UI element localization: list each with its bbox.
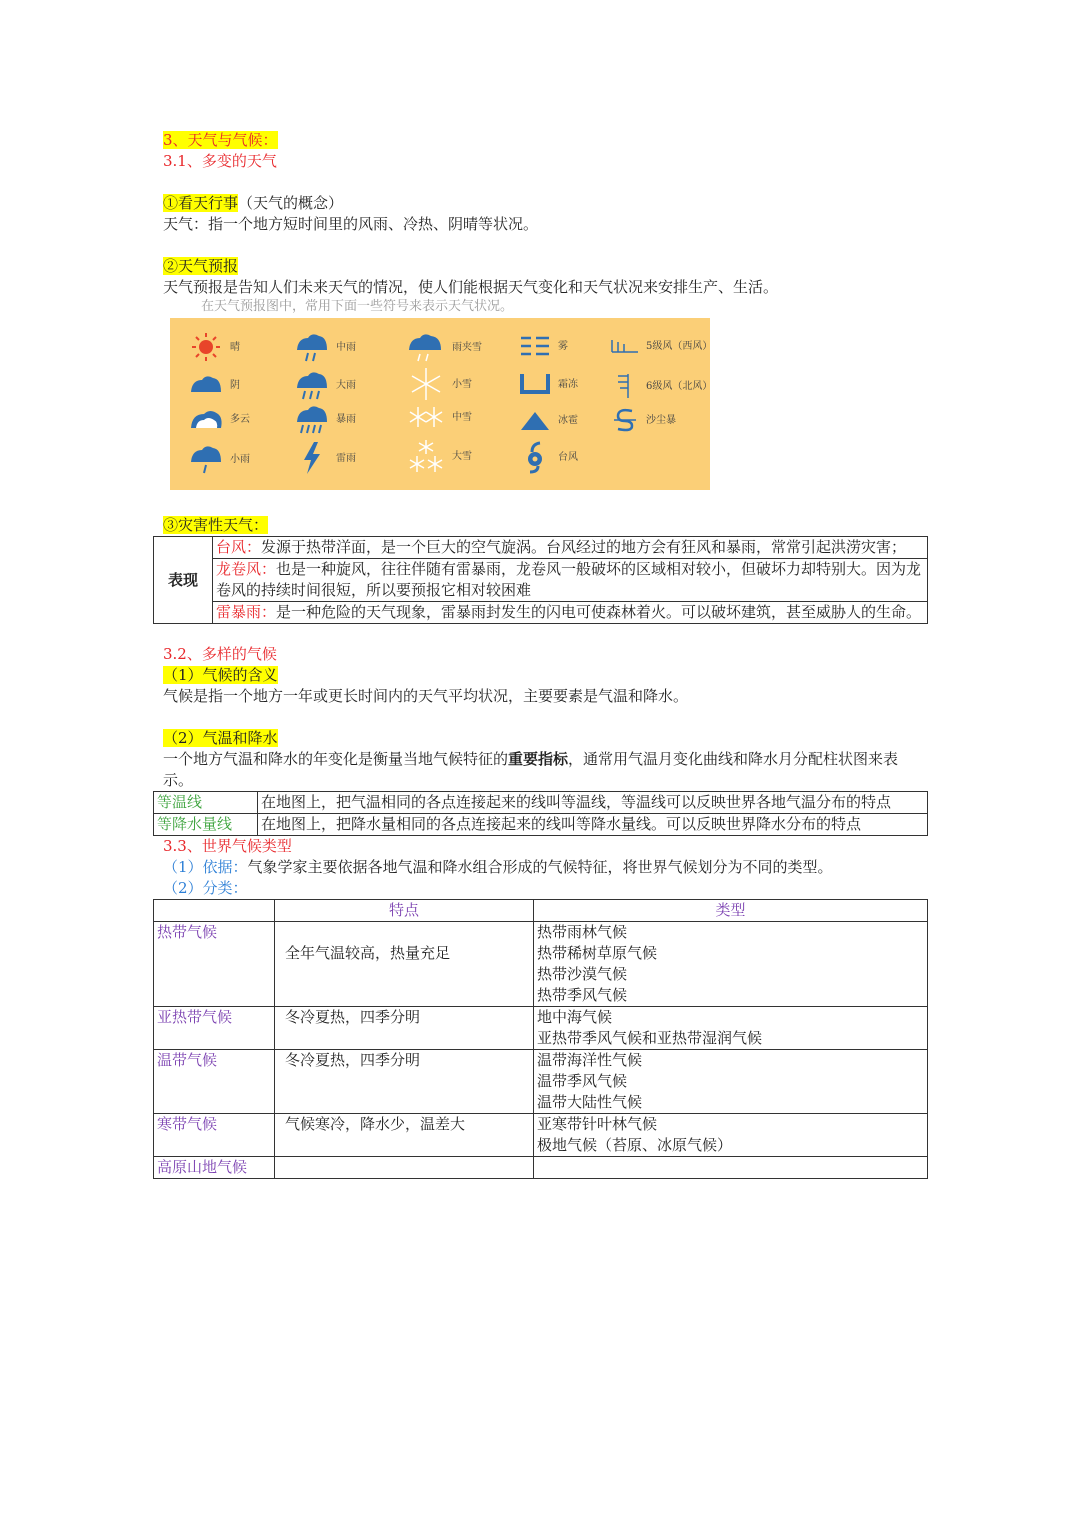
climate-meaning-text: 气候是指一个地方一年或更长时间内的天气平均状况，主要要素是气温和降水。 — [163, 687, 689, 705]
legend-cloudy: 多云 — [188, 404, 250, 434]
legend-caption: 在天气预报图中，常用下面一些符号来表示天气状况。 — [201, 299, 514, 314]
climate-types: 地中海气候 亚热带季风气候和亚热带湿润气候 — [534, 1007, 928, 1050]
legend-frost: 霜冻 — [518, 370, 578, 398]
tornado-cell: 龙卷风：也是一种旋风，往往伴随有雷暴雨，龙卷风一般破坏的区域相对较小，但破坏力却特别大。因为龙卷风的持续时间很短，所以要预报它相对较困难 — [213, 559, 928, 602]
legend-hail: 冰雹 — [518, 406, 578, 434]
disaster-row-label: 表现 — [154, 537, 213, 624]
rainstorm-icon — [294, 402, 330, 436]
lightning-icon — [294, 440, 330, 476]
thunderstorm-term: 雷暴雨： — [216, 603, 277, 621]
overcast-icon — [188, 370, 224, 400]
snowflake-icon — [406, 438, 446, 474]
weather-concept-subheading: （天气的概念） — [238, 194, 344, 212]
table-row — [154, 1007, 928, 1050]
typhoon-cell: 台风：发源于热带洋面，是一个巨大的空气旋涡。台风经过的地方会有狂风和暴雨，常常引起洪涝灾害； — [213, 537, 928, 559]
isohyet-text: 在地图上，把降水量相同的各点连接起来的线叫等降水量线。可以反映世界降水分布的特点 — [258, 814, 928, 836]
climate-feature — [275, 1157, 534, 1179]
legend-wind5: 5级风（西风） — [610, 334, 712, 358]
section-3-3-title: 3.3、世界气候类型 — [163, 837, 292, 855]
legend-sandstorm: 沙尘暴 — [610, 406, 676, 434]
wind-north-icon — [610, 372, 640, 400]
document-page — [157, 130, 928, 1179]
table-header: 特点 — [275, 900, 534, 922]
snowflake-icon — [406, 402, 446, 432]
legend-wind6: 6级风（北风） — [610, 372, 712, 400]
disaster-weather-heading: ③灾害性天气： — [163, 516, 269, 534]
table-header-row — [154, 900, 928, 922]
classification-basis-heading: （1）依据： — [163, 858, 248, 876]
moderate-rain-icon — [294, 330, 330, 364]
climate-zone: 寒带气候 — [154, 1114, 275, 1157]
typhoon-term: 台风： — [216, 538, 262, 556]
weather-forecast-text: 天气预报是告知人们未来天气的情况，使人们能根据天气变化和天气状况来安排生产、生活。 — [163, 278, 779, 296]
climate-feature: 冬冷夏热，四季分明 — [275, 1050, 534, 1114]
climate-types: 温带海洋性气候 温带季风气候 温带大陆性气候 — [534, 1050, 928, 1114]
isotherm-text: 在地图上，把气温相同的各点连接起来的线叫等温线，等温线可以反映世界各地气温分布的特点 — [258, 792, 928, 814]
climate-zone: 温带气候 — [154, 1050, 275, 1114]
climate-zone: 高原山地气候 — [154, 1157, 275, 1179]
legend-moderate-snow: 中雪 — [406, 402, 472, 432]
legend-typhoon: 台风 — [518, 440, 578, 474]
section-3-2-title: 3.2、多样的气候 — [163, 645, 277, 663]
weather-definition: 天气：指一个地方短时间里的风雨、冷热、阴晴等状况。 — [163, 215, 539, 233]
temp-precip-heading: （2）气温和降水 — [163, 729, 278, 747]
thunderstorm-cell: 雷暴雨：是一种危险的天气现象，雷暴雨封发生的闪电可使森林着火。可以破坏建筑，甚至威胁人的生命。 — [213, 602, 928, 624]
table-row — [154, 1114, 928, 1157]
classification-heading: （2）分类： — [163, 879, 248, 897]
climate-types-table — [153, 899, 928, 1179]
disaster-weather-table — [153, 536, 928, 624]
legend-light-snow: 小雪 — [406, 366, 472, 402]
sun-icon — [188, 332, 224, 362]
climate-types: 亚寒带针叶林气候 极地气候（苔原、冰原气候） — [534, 1114, 928, 1157]
climate-meaning-heading: （1）气候的含义 — [163, 666, 278, 684]
classification-basis-text: 气象学家主要依据各地气温和降水组合形成的气候特征，将世界气候划分为不同的类型。 — [247, 858, 833, 876]
tornado-term: 龙卷风： — [216, 560, 277, 578]
legend-light-rain: 小雨 — [188, 442, 250, 476]
typhoon-icon — [518, 440, 552, 474]
weather-forecast-heading: ②天气预报 — [163, 257, 239, 275]
table-header: 类型 — [534, 900, 928, 922]
legend-rainstorm: 暴雨 — [294, 402, 356, 436]
partly-cloudy-icon — [188, 404, 224, 434]
table-row — [154, 1050, 928, 1114]
legend-thunderstorm: 雷雨 — [294, 440, 356, 476]
snowflake-icon — [406, 366, 446, 402]
legend-fog: 雾 — [518, 332, 568, 360]
heavy-rain-icon — [294, 368, 330, 402]
hail-icon — [518, 406, 552, 434]
sandstorm-icon — [610, 406, 640, 434]
weather-symbol-legend — [170, 318, 713, 490]
weather-concept-heading: ①看天行事 — [163, 194, 239, 212]
sleet-icon — [406, 330, 446, 364]
climate-feature: 气候寒冷，降水少，温差大 — [275, 1114, 534, 1157]
climate-types — [534, 1157, 928, 1179]
temp-precip-text: 一个地方气温和降水的年变化是衡量当地气候特征的重要指标，通常用气温月变化曲线和降水月分配柱状图来表示。 — [163, 750, 899, 789]
table-header — [154, 900, 275, 922]
section-3-1-title: 3.1、多变的天气 — [163, 152, 277, 170]
isohyet-term: 等降水量线 — [154, 814, 258, 836]
frost-icon — [518, 370, 552, 398]
table-row — [154, 922, 928, 1007]
climate-feature: 全年气温较高，热量充足 — [275, 922, 534, 1007]
legend-heavy-rain: 大雨 — [294, 368, 356, 402]
section-3-title: 3、天气与气候： — [163, 131, 278, 149]
isotherm-term: 等温线 — [154, 792, 258, 814]
wind-west-icon — [610, 334, 640, 358]
climate-zone: 热带气候 — [154, 922, 275, 1007]
table-row — [154, 1157, 928, 1179]
fog-icon — [518, 332, 552, 360]
climate-types: 热带雨林气候 热带稀树草原气候 热带沙漠气候 热带季风气候 — [534, 922, 928, 1007]
climate-zone: 亚热带气候 — [154, 1007, 275, 1050]
light-rain-icon — [188, 442, 224, 476]
legend-sunny: 晴 — [188, 332, 240, 362]
legend-moderate-rain: 中雨 — [294, 330, 356, 364]
legend-sleet: 雨夹雪 — [406, 330, 482, 364]
isoline-table — [153, 791, 928, 836]
climate-feature: 冬冷夏热，四季分明 — [275, 1007, 534, 1050]
legend-overcast: 阴 — [188, 370, 240, 400]
legend-heavy-snow: 大雪 — [406, 438, 472, 474]
